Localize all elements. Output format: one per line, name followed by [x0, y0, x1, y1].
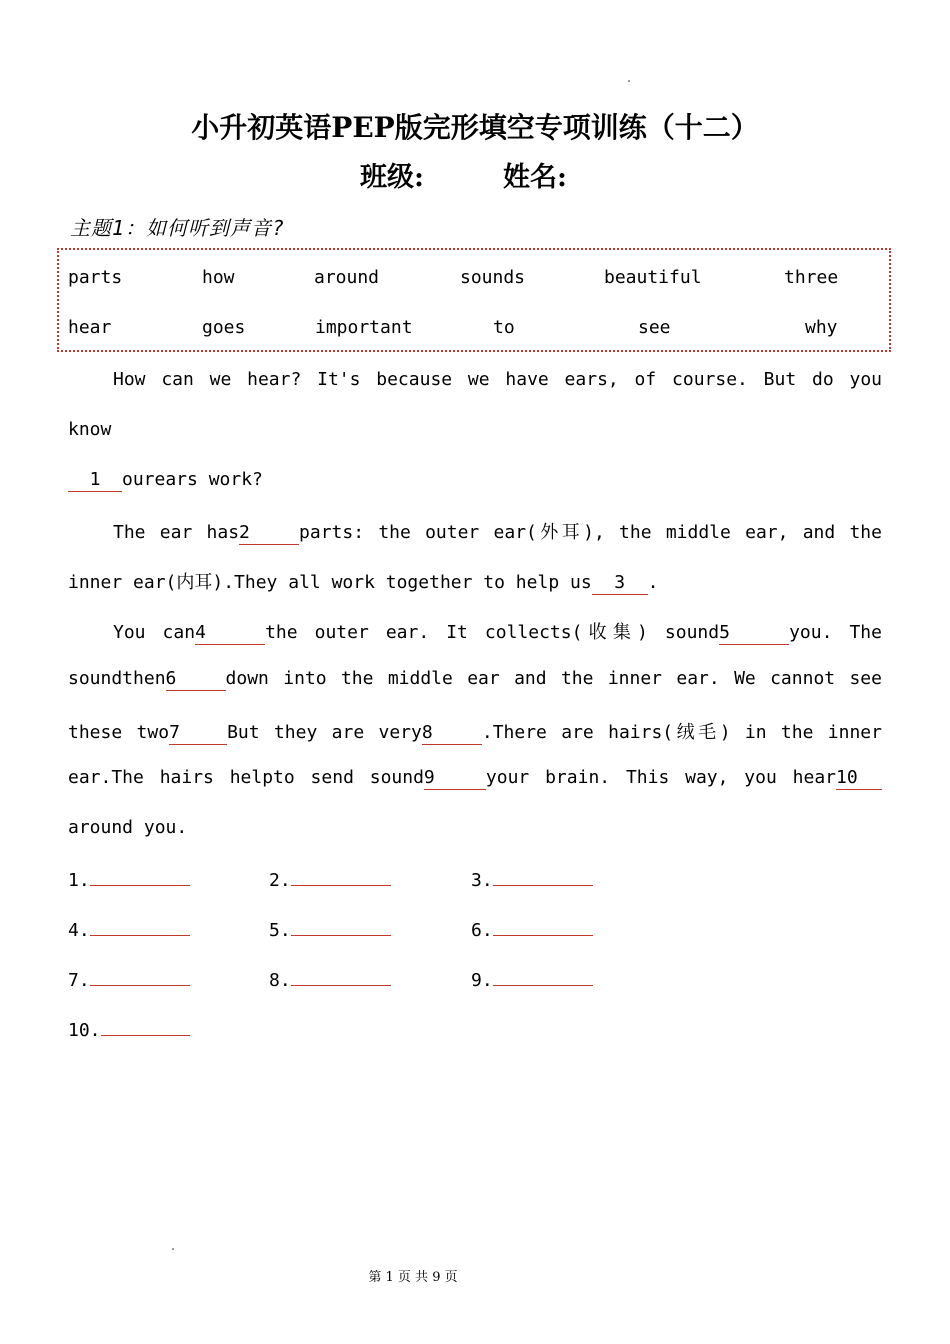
word-bank-item: beautiful: [604, 267, 702, 288]
passage-line: [68, 817, 882, 838]
cloze-blank-4[interactable]: 4: [195, 624, 265, 645]
answer-field[interactable]: [90, 917, 190, 936]
passage-line: [113, 518, 882, 545]
word-bank-item: sounds: [460, 267, 526, 288]
cloze-blank-1[interactable]: 1: [68, 471, 122, 492]
answer-field[interactable]: [90, 867, 190, 886]
word-bank-item: goes: [202, 317, 246, 338]
word-bank-item: three: [784, 267, 839, 288]
answer-number: 5.: [269, 920, 291, 941]
class-label: 班级:: [360, 162, 424, 193]
cloze-blank-8[interactable]: 8: [422, 724, 482, 745]
passage-text: parts: the outer ear(外耳), the middle ear, and the: [299, 522, 882, 543]
passage-text: you. The: [789, 622, 882, 643]
passage-text: .There are hairs(绒毛) in the inner: [481, 722, 882, 743]
passage-text: the outer ear. It collects(收集) sound: [265, 622, 720, 643]
passage-line: [68, 767, 882, 790]
passage-text: ear.The hairs helpto send sound: [68, 767, 424, 788]
word-bank-item: around: [314, 267, 380, 288]
passage-text: But they are very: [227, 722, 422, 743]
passage-text: your brain. This way, you hear: [485, 767, 836, 788]
passage-line: [113, 618, 882, 645]
passage-text: these two: [68, 722, 170, 743]
passage-line: [68, 419, 882, 440]
cloze-blank-3[interactable]: 3: [592, 574, 648, 595]
passage-text: You can: [113, 622, 196, 643]
scan-dot: [172, 1248, 174, 1250]
answer-item-1: [68, 867, 190, 891]
answer-number: 6.: [471, 920, 493, 941]
passage-text: inner ear(内耳).They all work together to help us: [68, 572, 592, 593]
answer-item-7: [68, 967, 190, 991]
passage-text: ourears work?: [122, 469, 263, 490]
word-bank-item: parts: [68, 267, 123, 288]
answer-field[interactable]: [291, 917, 391, 936]
cloze-blank-5[interactable]: 5: [719, 624, 789, 645]
cloze-blank-10[interactable]: 10: [836, 769, 882, 790]
cloze-blank-6[interactable]: 6: [166, 670, 226, 691]
passage-text: soundthen: [68, 668, 166, 689]
page-title: 小升初英语PEP版完形填空专项训练（十二）: [191, 111, 759, 144]
passage-text: know: [68, 419, 112, 440]
word-bank-item: see: [638, 317, 671, 338]
answer-item-4: [68, 917, 190, 941]
answer-number: 10.: [68, 1020, 101, 1041]
topic-heading: 主题1：如何听到声音?: [70, 216, 286, 240]
answer-item-10: [68, 1017, 190, 1041]
passage-text: around you.: [68, 817, 188, 838]
answer-number: 1.: [68, 870, 90, 891]
answer-field[interactable]: [493, 867, 593, 886]
answer-item-5: [269, 917, 391, 941]
answer-number: 2.: [269, 870, 291, 891]
passage-text: How can we hear? It's because we have ears, of course. But do you: [113, 369, 882, 390]
answer-number: 9.: [471, 970, 493, 991]
passage-text: down into the middle ear and the inner ear. We cannot see: [225, 668, 882, 689]
name-label: 姓名:: [503, 162, 567, 193]
answer-field[interactable]: [291, 867, 391, 886]
answer-number: 3.: [471, 870, 493, 891]
answer-field[interactable]: [291, 967, 391, 986]
word-bank-item: how: [202, 267, 235, 288]
answer-field[interactable]: [493, 917, 593, 936]
answer-item-6: [471, 917, 593, 941]
passage-text: .: [647, 572, 659, 593]
answer-field[interactable]: [90, 967, 190, 986]
answer-field[interactable]: [101, 1017, 190, 1036]
passage-line: [68, 718, 882, 745]
cloze-blank-2[interactable]: 2: [239, 524, 299, 545]
answer-field[interactable]: [493, 967, 593, 986]
cloze-blank-9[interactable]: 9: [424, 769, 486, 790]
answer-number: 7.: [68, 970, 90, 991]
passage-line: [68, 469, 882, 492]
answer-item-3: [471, 867, 593, 891]
answer-number: 4.: [68, 920, 90, 941]
word-bank-item: to: [493, 317, 515, 338]
word-bank-item: important: [315, 317, 413, 338]
passage-line: [68, 568, 882, 595]
word-bank-item: hear: [68, 317, 112, 338]
page-footer: 第 1 页 共 9 页: [368, 1270, 458, 1285]
passage-line: [113, 369, 882, 390]
word-bank: [57, 248, 891, 352]
answer-item-9: [471, 967, 593, 991]
passage-line: [68, 668, 882, 691]
word-bank-item: why: [805, 317, 838, 338]
answer-number: 8.: [269, 970, 291, 991]
answer-item-2: [269, 867, 391, 891]
scan-dot: [628, 80, 630, 82]
cloze-blank-7[interactable]: 7: [169, 724, 227, 745]
passage-text: The ear has: [113, 522, 240, 543]
answer-item-8: [269, 967, 391, 991]
